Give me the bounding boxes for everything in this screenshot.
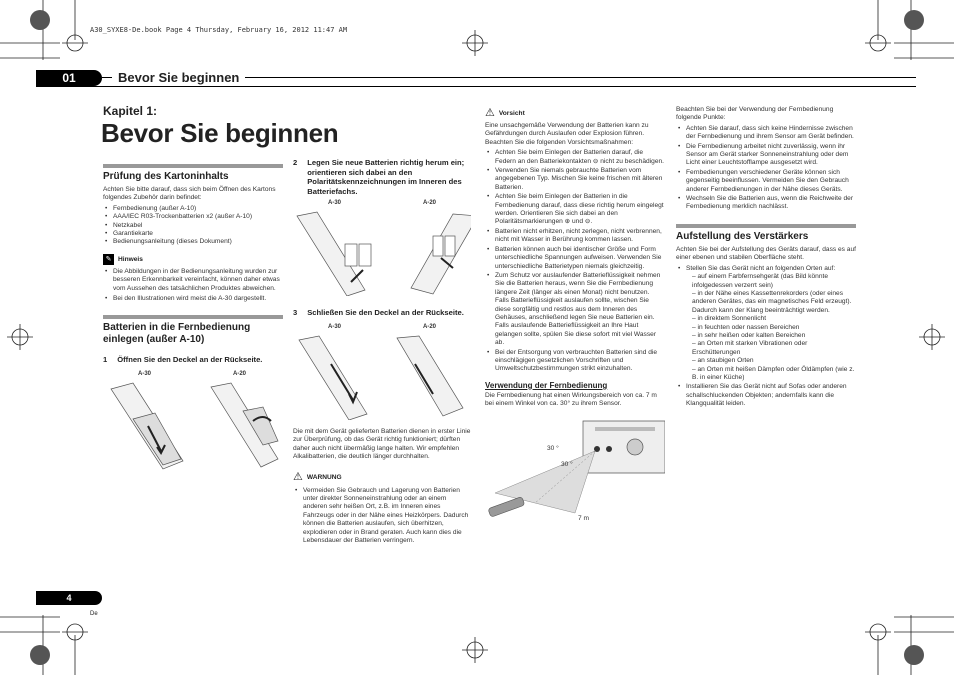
fernbedienung-tips [676, 125, 856, 212]
step-number: 2 [293, 158, 298, 167]
remote-close-cover-drawing [293, 334, 471, 420]
distance-label: 7 m [578, 514, 589, 522]
step-number: 3 [293, 308, 298, 318]
language-code: De [90, 611, 98, 617]
section-heading-batterien-1: Batterien in die Fernbedienung [103, 322, 251, 334]
karton-intro: Achten Sie bitte darauf, dass sich beim Öffnen des Kartons folgendes Zubehör darin befindet: [103, 186, 276, 202]
list-item: • Verwenden Sie niemals gebrauchte Batterien vom angegebenen Typ. Mischen Sie keine frischen mit älteren Batterien. [485, 167, 665, 192]
angle-label-top: 30 ° [547, 444, 559, 452]
note-icon: ✎ [103, 254, 114, 265]
orte-list [676, 273, 856, 382]
orte-item: – in direktem Sonnenlicht [692, 315, 767, 323]
list-item: • Bei der Entsorgung von verbrauchten Batterien sind die einschlägigen gesetzlichen Vorschriften und Umweltschutzbestimmungen strikt einzuhalten. [485, 349, 665, 374]
column-2 [293, 158, 471, 545]
aufstellung-list [676, 265, 856, 273]
print-slug: A30_SYXE8-De.book Page 4 Thursday, February 16, 2012 11:47 AM [90, 26, 348, 34]
warnung-label: WARNUNG [306, 473, 342, 481]
list-item: • Batterien können auch bei identischer Größe und Form unterschiedliche Spannungen aufweisen. Verwenden Sie unterschiedliche Batterietypen niemals gleichzeitig. [485, 246, 665, 271]
list-item: • Wechseln Sie die Batterien aus, wenn die Reichweite der Fernbedienung merklich nachlässt. [676, 195, 856, 212]
list-item: • Vermeiden Sie Gebrauch und Lagerung von Batterien unter direkter Sonneneinstrahlung oder an einem anderen sehr heißen Ort, z.B. im Inneren eines Fahrzeugs oder in der Nähe eines Heizkörpers. Dadurch können die Batterien auslaufen, sich überhitzen, explodieren oder in Brand geraten. Auch kann dies die Lebensdauer der Batterien verringern. [293, 487, 471, 546]
warning-icon: ⚠ [293, 470, 303, 483]
orte-item: – auf einem Farbfernsehgerät (das Bild könnte infolgedessen verzerrt sein) [692, 273, 828, 289]
section-bar [103, 164, 283, 168]
list-item: • Achten Sie darauf, dass sich keine Hindernisse zwischen der Fernbedienung und ihrem Sensor am Gerät befinden. [676, 125, 856, 142]
label-a20: A-20 [423, 323, 437, 330]
section-bar [676, 224, 856, 228]
section-bar [103, 315, 283, 319]
warning-icon: ⚠ [485, 107, 495, 119]
label-a20: A-20 [423, 200, 437, 207]
orte-item: – in sehr heißen oder kalten Bereichen [692, 331, 806, 339]
list-item: • Fernbedienungen verschiedener Geräte können sich gegenseitig beeinflussen. Vermeiden Sie den Gebrauch anderer Fernbedienungen in der Nähe dieses Geräts. [676, 169, 856, 194]
orte-item: – an staubigen Orten [692, 357, 754, 365]
chapter-bar [36, 70, 916, 86]
list-item: • Fernbedienung (außer A-10) [103, 205, 283, 213]
warnung-list [293, 487, 471, 546]
chapter-label: Kapitel 1: [103, 104, 158, 118]
section-heading-verwendung: Verwendung der Fernbedienung [485, 380, 608, 390]
vorsicht-header [485, 108, 665, 119]
karton-list [103, 205, 283, 247]
label-a30: A-30 [328, 323, 342, 330]
step-3 [293, 308, 471, 318]
list-item: • Bei den Illustrationen wird meist die A-30 dargestellt. [103, 295, 283, 303]
illustration-remote-range [485, 413, 665, 523]
list-item: • Stellen Sie das Gerät nicht an folgenden Orten auf: [676, 265, 856, 273]
orte-item: – an Orten mit heißen Dämpfen oder Öldämpfen (wie z. B. in einer Küche) [692, 365, 855, 381]
list-item: • Garantiekarte [103, 230, 283, 238]
remote-open-cover-drawing [103, 381, 283, 471]
step-text: Öffnen Sie den Deckel an der Rückseite. [117, 355, 263, 365]
list-item: • Zum Schutz vor auslaufender Batterieflüssigkeit nehmen Sie die Batterien heraus, wenn Sie die Fernbedienung längere Zeit (länger als einen Monat) nicht benutzen. Falls Batterieflüssigkeit auslaufen sollte, wischen Sie diese sorgfältig und restlos aus dem Inneren des Gehäuses, anschließend legen Sie neue Batterien ein. Falls auslaufende Batterieflüssigkeit an Ihre Haut gelangen sollte, spülen Sie diese sofort mit viel Wasser ab. [485, 272, 665, 348]
illustration-open-cover [103, 371, 283, 471]
illustration-close-cover [293, 324, 471, 420]
chapter-title: Bevor Sie beginnen [112, 70, 245, 86]
section-heading-karton: Prüfung des Kartoninhalts [103, 171, 229, 182]
list-item: • Die Abbildungen in der Bedienungsanleitung wurden zur besseren Erkennbarkeit vereinfacht, können daher etwas vom Aussehen des tatsächlichen Produktes abweichen. [103, 268, 283, 293]
list-item: • AAA/IEC R03-Trockenbatterien x2 (außer A-10) [103, 213, 283, 221]
illustration-insert-batteries [293, 200, 471, 296]
list-item: • Batterien nicht erhitzen, nicht zerlegen, nicht verbrennen, nicht mit Wasser in Berührung kommen lassen. [485, 228, 665, 245]
column-3 [485, 108, 665, 523]
verwendung-text: Die Fernbedienung hat einen Wirkungsbereich von ca. 7 m bei einem Winkel von ca. 30° zu ihrem Sensor. [485, 391, 657, 408]
step-text: Legen Sie neue Batterien richtig herum ein; orientieren sich dabei an den Polaritätskennzeichnungen im Inneren des Batteriefachs. [307, 158, 465, 196]
hinweis-list [103, 268, 283, 304]
chapter-number: 01 [36, 70, 102, 86]
label-a30: A-30 [138, 371, 152, 378]
hinweis-header [103, 254, 283, 265]
vorsicht-intro: Eine unsachgemäße Verwendung der Batterien kann zu Gefährdungen durch Auslaufen oder Explosion führen. Beachten Sie die folgenden Vorsichtsmaßnahmen: [485, 122, 649, 146]
list-item: • Achten Sie beim Einlegen der Batterien darauf, die Federn an den Batteriekontakten ⊖ nicht zu beschädigen. [485, 149, 665, 166]
column-4 [676, 106, 856, 409]
list-item: • Bedienungsanleitung (dieses Dokument) [103, 238, 283, 246]
orte-item: – in feuchten oder nassen Bereichen [692, 323, 800, 331]
list-item: • Achten Sie beim Einlegen der Batterien in die Fernbedienung darauf, dass diese richtig herum eingelegt werden. Orientieren Sie sich dabei an den Polaritätsmarkierungen ⊕ und ⊖. [485, 193, 665, 227]
label-a20: A-20 [233, 371, 247, 378]
remote-batteries-drawing [293, 210, 471, 296]
vorsicht-label: Vorsicht [498, 110, 525, 117]
range-diagram [485, 413, 665, 523]
step-1 [103, 355, 283, 365]
step-number: 1 [103, 355, 108, 365]
page-title: Bevor Sie beginnen [101, 118, 339, 148]
list-item: • Netzkabel [103, 222, 283, 230]
orte-item: – in der Nähe eines Kassettenrekorders (oder eines anderen Gerätes, das ein magnetisches Feld erzeugt). Dadurch kann der Klang beeinträchtigt werden. [692, 289, 852, 314]
col4-intro: Beachten Sie bei der Verwendung der Fernbedienung folgende Punkte: [676, 106, 834, 122]
section-heading-batterien-2: einlegen (außer A-10) [103, 334, 205, 346]
chapter-rule-bottom [36, 86, 916, 87]
section-heading-aufstellung: Aufstellung des Verstärkers [676, 230, 809, 242]
label-a30: A-30 [328, 200, 342, 207]
aufstellung-intro: Achten Sie bei der Aufstellung des Geräts darauf, dass es auf einer ebenen und stabilen Oberfläche steht. [676, 245, 856, 262]
vorsicht-list [485, 149, 665, 374]
angle-label-bottom: 30 ° [561, 460, 573, 468]
column-1 [103, 164, 283, 471]
warnung-header [293, 472, 471, 483]
install-list [676, 383, 856, 408]
step-2 [293, 158, 471, 196]
hinweis-label: Hinweis [118, 255, 143, 263]
page-number: 4 [36, 591, 102, 605]
list-item: • Installieren Sie das Gerät nicht auf Sofas oder anderen schallschluckenden Objekten; andernfalls kann die Klangqualität leiden. [676, 383, 856, 408]
step-text: Schließen Sie den Deckel an der Rückseite. [307, 308, 464, 318]
batt-text: Die mit dem Gerät gelieferten Batterien dienen in erster Linie zur Überprüfung, ob das Gerät richtig funktioniert; dürften daher auch nicht übermäßig lange halten. Wir empfehlen Alkalibatterien, die deutlich länger durchhalten. [293, 427, 471, 461]
list-item: • Die Fernbedienung arbeitet nicht zuverlässig, wenn ihr Sensor am Gerät starker Sonneneinstrahlung oder dem Licht einer Leuchtstofflampe ausgesetzt wird. [676, 143, 856, 168]
orte-item: – an Orten mit starken Vibrationen oder Erschütterungen [692, 340, 808, 356]
